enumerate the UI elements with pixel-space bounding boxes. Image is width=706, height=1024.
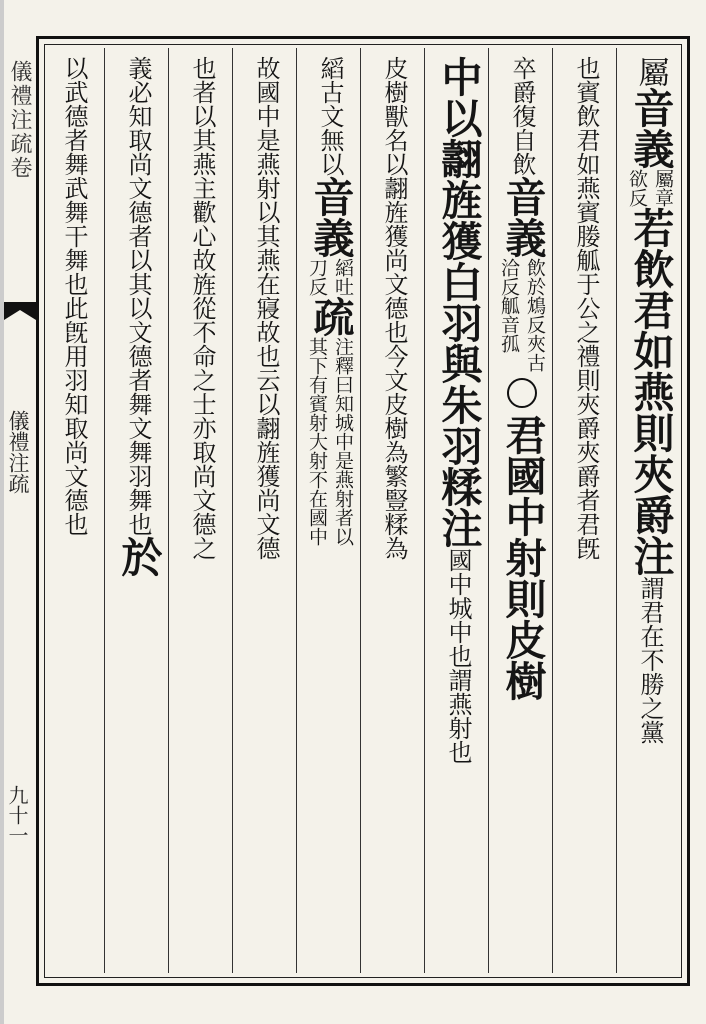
annotation-left-line: 其下有賓射大射不在國中 [306, 337, 328, 546]
commentary-text: 也者以其燕主歡心故旌從不命之士亦取尚文德之 [188, 56, 216, 560]
commentary-text: 縚古文無以 [316, 56, 344, 176]
main-text: 中以翿旌獲白羽與朱羽糅注 [434, 56, 483, 548]
text-column-2 [554, 56, 618, 560]
commentary-text: 卒爵復自飲 [508, 56, 536, 176]
main-text: 音義 [498, 176, 547, 258]
commentary-text: 故國中是燕射以其燕在寢故也云以翿旌獲尚文德 [252, 56, 280, 560]
annotation-right-line: 飲於鴆反夾古 [524, 258, 546, 372]
text-column-1 [618, 56, 682, 744]
main-text: 疏 [306, 296, 355, 337]
circle-mark-icon [507, 378, 537, 408]
annotation-right-line: 縚吐 [332, 258, 354, 296]
main-text: 於 [114, 536, 163, 577]
margin-title: 儀禮注疏 [6, 410, 30, 494]
dual-line-annotation [305, 258, 355, 296]
annotation-right-line: 注釋曰知城中是燕射者以 [332, 337, 354, 546]
commentary-text: 皮樹獸名以翿旌獲尚文德也今文皮樹為繁豎糅為 [380, 56, 408, 560]
annotation-right-line: 屬章 [652, 169, 674, 207]
commentary-text: 義必知取尚文德者以其以文德者舞文舞羽舞也 [124, 56, 152, 536]
fish-tail-icon [4, 300, 36, 322]
dual-line-annotation [497, 258, 547, 372]
text-column-6 [298, 56, 362, 546]
text-column-3 [490, 56, 554, 701]
commentary-text: 以武德者舞武舞干舞也此旣用羽知取尚文德也 [60, 56, 88, 536]
annotation-left-line: 欲反 [626, 169, 648, 207]
annotation-left-line: 洽反觚音孤 [498, 258, 520, 353]
heading-text: 屬 [632, 56, 669, 87]
text-column-4 [426, 56, 490, 764]
text-column-9 [106, 56, 170, 577]
text-column-8 [170, 56, 234, 560]
dual-line-annotation [625, 169, 675, 207]
text-column-5 [362, 56, 426, 560]
margin-top-text: 儀禮注疏卷 [7, 60, 32, 180]
main-text: 若飲君如燕則夾爵注 [626, 207, 675, 576]
main-text: 君國中射則皮樹 [498, 414, 547, 701]
commentary-text: 也賓飲君如燕賓媵觚于公之禮則夾爵夾爵者君旣 [572, 56, 600, 560]
commentary-text: 謂君在不勝之黨 [636, 576, 664, 744]
text-column-10 [42, 56, 106, 536]
dual-line-annotation [305, 337, 355, 546]
annotation-left-line: 刀反 [306, 258, 328, 296]
text-column-7 [234, 56, 298, 560]
margin-top [4, 60, 34, 180]
main-text: 音義 [306, 176, 355, 258]
commentary-text: 國中城中也謂燕射也 [444, 548, 472, 764]
main-text: 音義 [626, 87, 675, 169]
margin-page-number: 九十一 [5, 785, 29, 845]
